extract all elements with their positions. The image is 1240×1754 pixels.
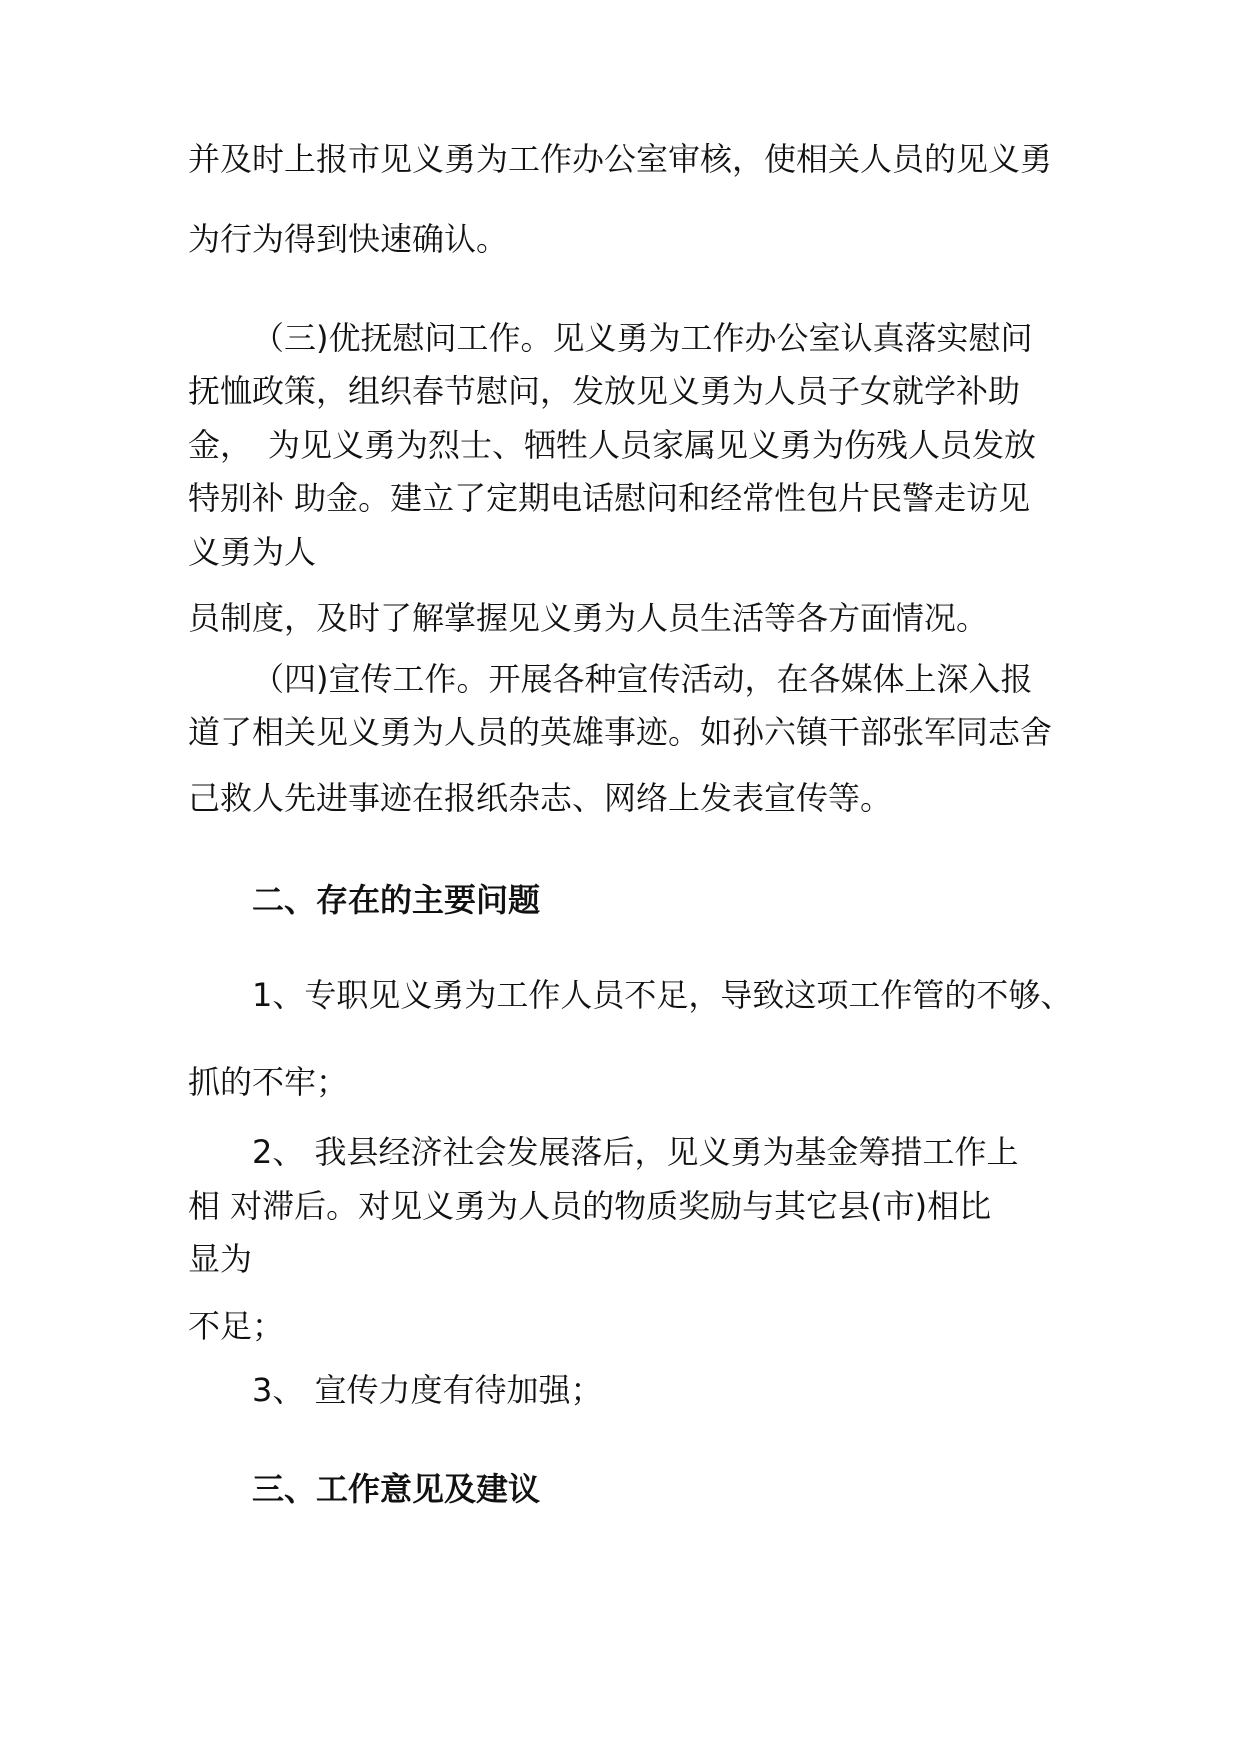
paragraph-line: 显为	[188, 1240, 253, 1278]
paragraph-line: 并及时上报市见义勇为工作办公室审核，使相关人员的见义勇	[188, 140, 1053, 178]
paragraph-line: 抓的不牢；	[188, 1063, 349, 1101]
paragraph-line: （四)宣传工作。开展各种宣传活动，在各媒体上深入报	[252, 660, 1033, 698]
paragraph-line: （三)优抚慰问工作。见义勇为工作办公室认真落实慰问	[252, 319, 1033, 357]
list-item: 3、 宣传力度有待加强；	[252, 1371, 603, 1409]
paragraph-line: 道了相关见义勇为人员的英雄事迹。如孙六镇干部张军同志舍	[188, 713, 1053, 751]
paragraph-line: 金， 为见义勇为烈士、牺牲人员家属见义勇为伤残人员发放	[188, 426, 1037, 464]
section-heading: 二、存在的主要问题	[252, 881, 541, 919]
paragraph-line: 相 对滞后。对见义勇为人员的物质奖励与其它县(市)相比	[188, 1187, 992, 1225]
list-item: 2、 我县经济社会发展落后，见义勇为基金筹措工作上	[252, 1133, 1019, 1171]
paragraph-line: 特别补 助金。建立了定期电话慰问和经常性包片民警走访见	[188, 479, 1031, 517]
paragraph-line: 抚恤政策，组织春节慰问，发放见义勇为人员子女就学补助	[188, 372, 1021, 410]
paragraph-line: 员制度，及时了解掌握见义勇为人员生活等各方面情况。	[188, 599, 989, 637]
section-heading: 三、工作意见及建议	[252, 1470, 541, 1508]
paragraph-line: 义勇为人	[188, 533, 317, 571]
list-item: 1、专职见义勇为工作人员不足，导致这项工作管的不够、	[252, 976, 1073, 1014]
paragraph-line: 不足；	[188, 1307, 285, 1345]
paragraph-line: 己救人先进事迹在报纸杂志、网络上发表宣传等。	[188, 779, 893, 817]
paragraph-line: 为行为得到快速确认。	[188, 220, 509, 258]
